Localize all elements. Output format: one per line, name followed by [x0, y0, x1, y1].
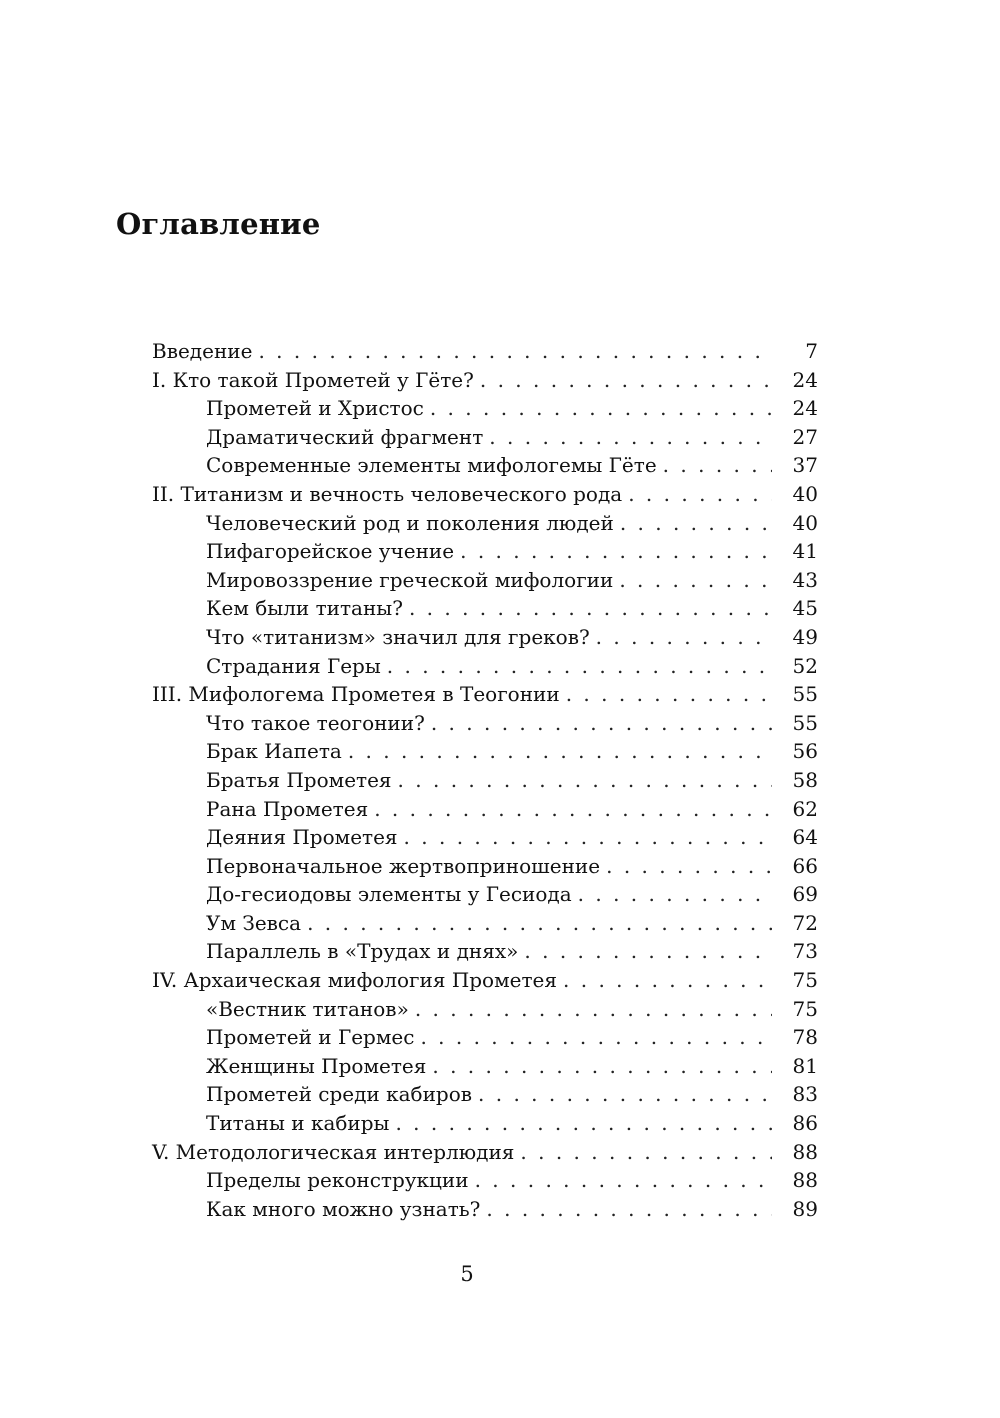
- toc-entry-title: IV. Архаическая мифология Прометея: [152, 968, 558, 993]
- dot-leader: [431, 709, 772, 738]
- toc-entry-title: Мировоззрение греческой мифологии: [206, 567, 614, 592]
- dot-leader: [480, 366, 772, 395]
- table-of-contents: [152, 337, 818, 1223]
- toc-entry-title: Пределы реконструкции: [206, 1168, 469, 1193]
- toc-entry-page-number: 41: [792, 539, 818, 564]
- dot-leader: [398, 766, 772, 795]
- toc-entry-page-number: 73: [792, 939, 818, 964]
- toc-section-entry[interactable]: [152, 795, 818, 824]
- toc-entry-page-number: 40: [792, 481, 818, 506]
- dot-leader: [307, 909, 772, 938]
- toc-section-entry[interactable]: [152, 823, 818, 852]
- toc-entry-page-number: 88: [792, 1168, 818, 1193]
- toc-entry-title: Брак Иапета: [206, 739, 342, 764]
- toc-section-entry[interactable]: [152, 509, 818, 538]
- toc-entry-page-number: 81: [792, 1053, 818, 1078]
- toc-entry-title: Страдания Геры: [206, 653, 381, 678]
- toc-section-entry[interactable]: [152, 1080, 818, 1109]
- toc-entry-title: Прометей и Гермес: [206, 1025, 415, 1050]
- toc-entry-title: Введение: [152, 339, 253, 363]
- toc-entry-page-number: 64: [792, 825, 818, 850]
- toc-chapter-entry[interactable]: [152, 366, 818, 395]
- toc-entry-title: I. Кто такой Прометей у Гёте?: [152, 367, 474, 392]
- toc-section-entry[interactable]: [152, 451, 818, 480]
- toc-entry-page-number: 24: [792, 396, 818, 421]
- toc-entry-title: Параллель в «Трудах и днях»: [206, 939, 519, 964]
- toc-entry-title: Титаны и кабиры: [206, 1111, 390, 1136]
- toc-chapter-entry[interactable]: [152, 337, 818, 366]
- toc-entry-title: Пифагорейское учение: [206, 539, 455, 564]
- toc-entry-page-number: 83: [792, 1082, 818, 1107]
- dot-leader: [430, 394, 772, 423]
- dot-leader: [420, 1023, 772, 1052]
- toc-section-entry[interactable]: [152, 394, 818, 423]
- toc-section-entry[interactable]: [152, 766, 818, 795]
- toc-entry-page-number: 55: [792, 682, 818, 707]
- toc-entry-title: Рана Прометея: [206, 796, 369, 821]
- toc-section-entry[interactable]: [152, 1109, 818, 1138]
- page-title: Оглавление: [116, 207, 321, 241]
- toc-entry-page-number: 52: [792, 653, 818, 678]
- toc-entry-page-number: 75: [792, 996, 818, 1021]
- toc-entry-title: «Вестник титанов»: [206, 996, 409, 1021]
- toc-entry-page-number: 49: [792, 624, 818, 649]
- toc-section-entry[interactable]: [152, 995, 818, 1024]
- toc-entry-page-number: 89: [792, 1196, 818, 1221]
- toc-entry-page-number: 37: [792, 453, 818, 478]
- dot-leader: [409, 594, 772, 623]
- dot-leader: [415, 995, 772, 1024]
- toc-section-entry[interactable]: [152, 1023, 818, 1052]
- dot-leader: [489, 423, 772, 452]
- dot-leader: [432, 1052, 772, 1081]
- toc-section-entry[interactable]: [152, 1052, 818, 1081]
- toc-entry-title: Прометей среди кабиров: [206, 1082, 473, 1107]
- toc-entry-title: Драматический фрагмент: [206, 424, 484, 449]
- toc-section-entry[interactable]: [152, 880, 818, 909]
- dot-leader: [563, 966, 772, 995]
- toc-entry-page-number: 24: [792, 367, 818, 392]
- toc-entry-page-number: 45: [792, 596, 818, 621]
- toc-entry-title: Что «титанизм» значил для греков?: [206, 624, 590, 649]
- page-number: 5: [460, 1262, 474, 1286]
- toc-section-entry[interactable]: [152, 937, 818, 966]
- toc-entry-page-number: 55: [792, 710, 818, 735]
- toc-entry-title: V. Методологическая интерлюдия: [152, 1139, 515, 1164]
- toc-entry-title: Прометей и Христос: [206, 396, 424, 421]
- toc-entry-page-number: 86: [792, 1111, 818, 1136]
- toc-section-entry[interactable]: [152, 709, 818, 738]
- toc-entry-page-number: 66: [792, 853, 818, 878]
- toc-entry-page-number: 40: [792, 510, 818, 535]
- toc-section-entry[interactable]: [152, 852, 818, 881]
- toc-entry-page-number: 56: [792, 739, 818, 764]
- toc-entry-title: Деяния Прометея: [206, 825, 398, 850]
- toc-section-entry[interactable]: [152, 1166, 818, 1195]
- toc-entry-title: Что такое теогонии?: [206, 710, 425, 735]
- toc-entry-title: До-гесиодовы элементы у Гесиода: [206, 882, 572, 907]
- dot-leader: [620, 509, 772, 538]
- dot-leader: [404, 823, 772, 852]
- dot-leader: [524, 937, 772, 966]
- dot-leader: [395, 1109, 772, 1138]
- toc-entry-title: Человеческий род и поколения людей: [206, 510, 614, 535]
- toc-section-entry[interactable]: [152, 737, 818, 766]
- toc-chapter-entry[interactable]: [152, 480, 818, 509]
- toc-chapter-entry[interactable]: [152, 680, 818, 709]
- toc-chapter-entry[interactable]: [152, 1138, 818, 1167]
- toc-entry-title: Братья Прометея: [206, 767, 392, 792]
- toc-entry-page-number: 78: [792, 1025, 818, 1050]
- dot-leader: [258, 337, 772, 366]
- dot-leader: [596, 623, 772, 652]
- dot-leader: [628, 480, 772, 509]
- toc-section-entry[interactable]: [152, 537, 818, 566]
- dot-leader: [606, 852, 772, 881]
- toc-entry-title: Женщины Прометея: [206, 1053, 427, 1078]
- dot-leader: [348, 737, 772, 766]
- toc-section-entry[interactable]: [152, 1195, 818, 1224]
- dot-leader: [478, 1080, 772, 1109]
- dot-leader: [578, 880, 772, 909]
- toc-section-entry[interactable]: [152, 566, 818, 595]
- toc-section-entry[interactable]: [152, 623, 818, 652]
- toc-entry-page-number: 62: [792, 796, 818, 821]
- toc-entry-page-number: 69: [792, 882, 818, 907]
- toc-entry-title: Первоначальное жертвоприношение: [206, 853, 601, 878]
- toc-entry-page-number: 88: [792, 1139, 818, 1164]
- toc-section-entry[interactable]: [152, 423, 818, 452]
- dot-leader: [663, 451, 772, 480]
- dot-leader: [520, 1138, 772, 1167]
- toc-chapter-entry[interactable]: [152, 966, 818, 995]
- toc-section-entry[interactable]: [152, 594, 818, 623]
- toc-section-entry[interactable]: [152, 652, 818, 681]
- dot-leader: [460, 537, 772, 566]
- toc-entry-title: II. Титанизм и вечность человеческого рода: [152, 481, 623, 506]
- toc-entry-page-number: 72: [792, 910, 818, 935]
- dot-leader: [566, 680, 772, 709]
- dot-leader: [619, 566, 772, 595]
- dot-leader: [374, 795, 772, 824]
- toc-entry-title: Кем были титаны?: [206, 596, 403, 621]
- toc-entry-title: III. Мифологема Прометея в Теогонии: [152, 682, 560, 707]
- toc-section-entry[interactable]: [152, 909, 818, 938]
- toc-entry-page-number: 7: [805, 339, 818, 363]
- toc-entry-page-number: 58: [792, 767, 818, 792]
- toc-entry-page-number: 43: [792, 567, 818, 592]
- toc-entry-title: Как много можно узнать?: [206, 1196, 481, 1221]
- dot-leader: [475, 1166, 772, 1195]
- dot-leader: [486, 1195, 772, 1224]
- toc-entry-page-number: 27: [792, 424, 818, 449]
- toc-entry-title: Ум Зевса: [206, 910, 302, 935]
- dot-leader: [387, 652, 772, 681]
- toc-entry-title: Современные элементы мифологемы Гёте: [206, 453, 657, 478]
- toc-entry-page-number: 75: [792, 968, 818, 993]
